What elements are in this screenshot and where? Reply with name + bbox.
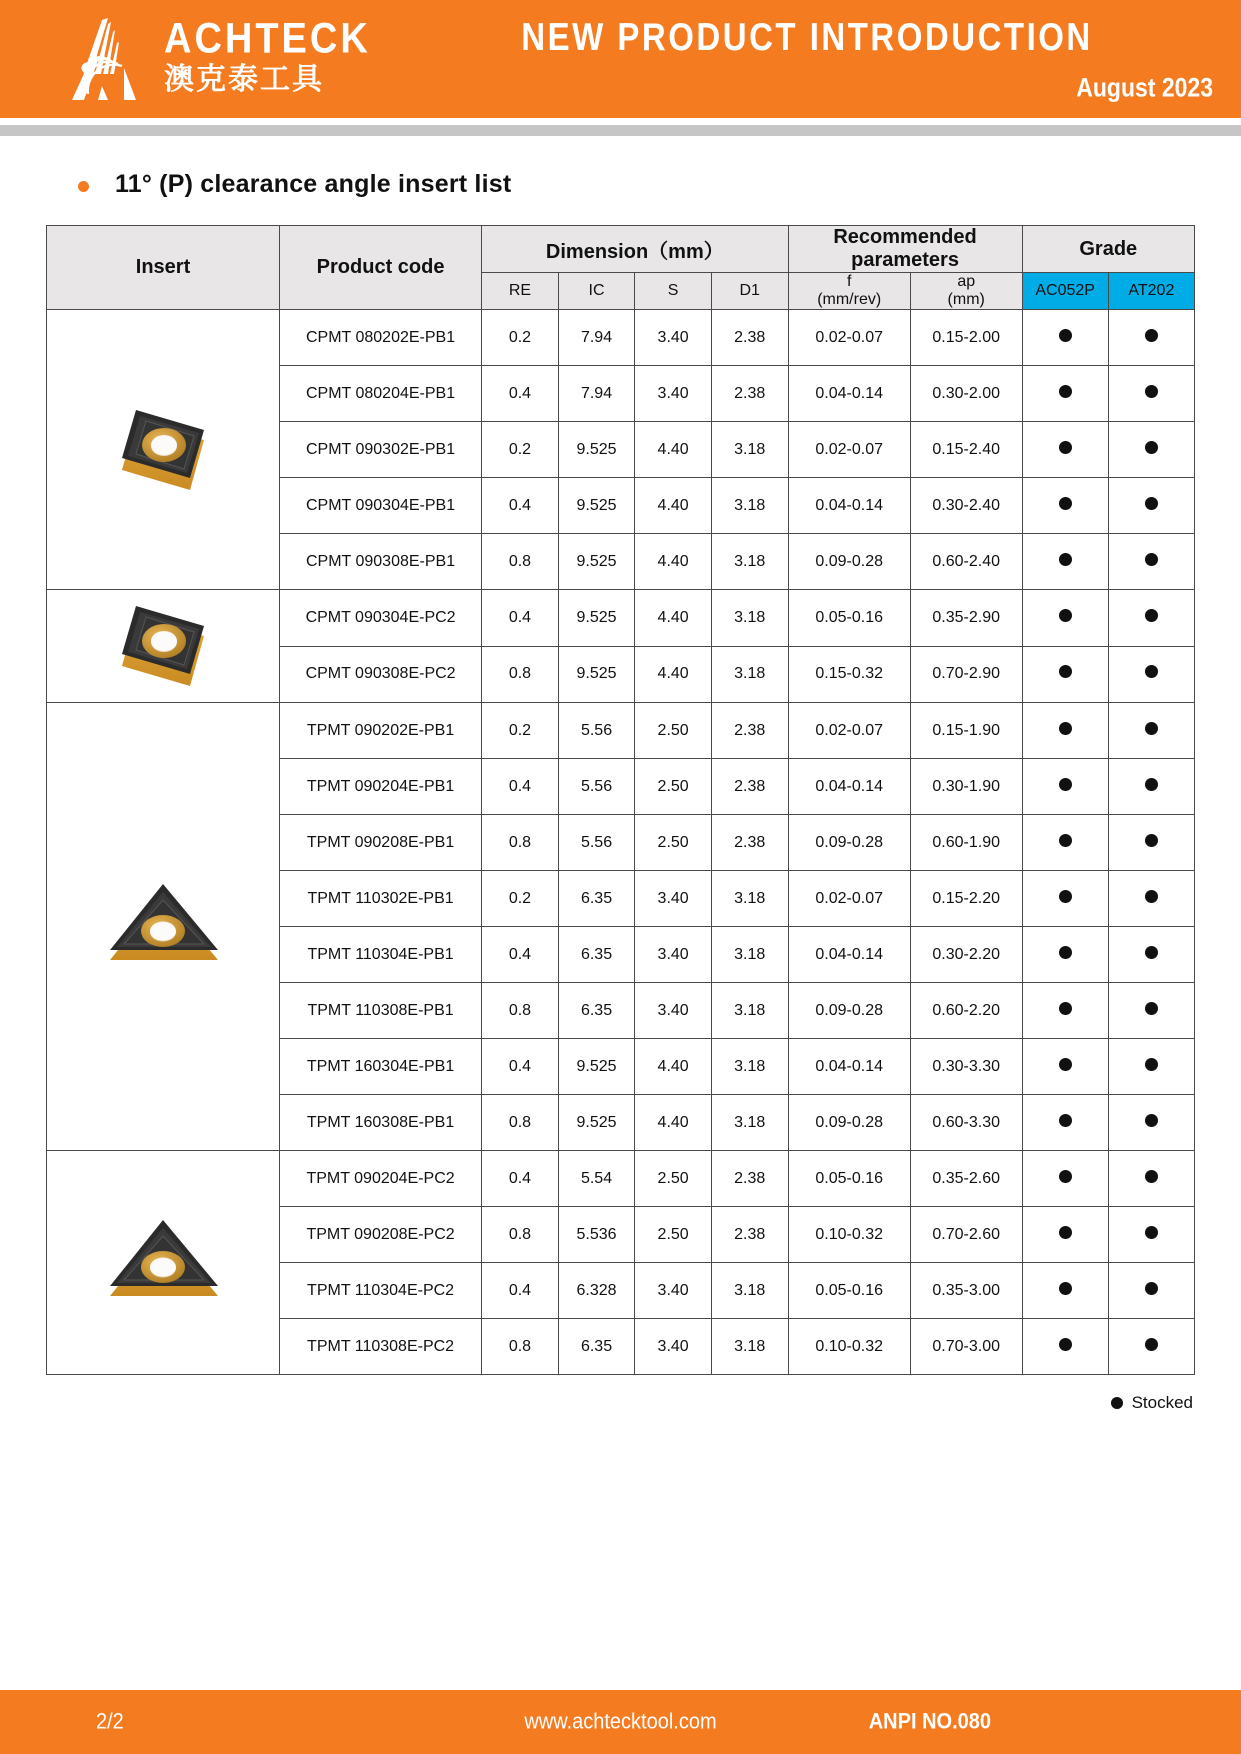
col-header-d1: D1 <box>711 273 788 310</box>
cell-feed: 0.04-0.14 <box>788 366 910 422</box>
stocked-marker-icon <box>1059 834 1072 847</box>
legend-label: Stocked <box>1131 1393 1193 1412</box>
table-row <box>47 1151 1195 1207</box>
col-header-feed <box>788 273 910 310</box>
stocked-marker-icon <box>1145 1002 1158 1015</box>
cell-ic: 7.94 <box>558 310 635 366</box>
cell-product-code: TPMT 110304E-PC2 <box>280 1263 482 1319</box>
cell-product-code: TPMT 090204E-PC2 <box>280 1151 482 1207</box>
cell-grade-ac052p <box>1022 534 1108 590</box>
cell-re: 0.8 <box>482 1207 559 1263</box>
insert-list-table <box>46 225 1195 1375</box>
cell-ic: 5.56 <box>558 815 635 871</box>
cell-ic: 9.525 <box>558 478 635 534</box>
cell-s: 3.40 <box>635 871 712 927</box>
cell-product-code: TPMT 160308E-PB1 <box>280 1095 482 1151</box>
table-row <box>47 310 1195 366</box>
cell-feed: 0.10-0.32 <box>788 1207 910 1263</box>
cell-ic: 9.525 <box>558 646 635 703</box>
cell-d1: 2.38 <box>711 310 788 366</box>
cell-re: 0.2 <box>482 310 559 366</box>
cell-grade-at202 <box>1108 1207 1194 1263</box>
cell-ap: 0.70-2.60 <box>910 1207 1022 1263</box>
cpmt-pc2-insert-image <box>47 590 280 703</box>
bullet-dot-icon <box>78 181 89 192</box>
cell-grade-ac052p <box>1022 478 1108 534</box>
stocked-marker-icon <box>1145 890 1158 903</box>
col-header-product-code: Product code <box>280 226 482 310</box>
cell-d1: 2.38 <box>711 815 788 871</box>
cell-d1: 2.38 <box>711 366 788 422</box>
stocked-marker-icon <box>1145 1226 1158 1239</box>
cell-s: 4.40 <box>635 1095 712 1151</box>
cell-re: 0.2 <box>482 422 559 478</box>
stocked-marker-icon <box>1145 1282 1158 1295</box>
col-header-grade-at202: AT202 <box>1108 273 1194 310</box>
cell-s: 4.40 <box>635 1039 712 1095</box>
stocked-marker-icon <box>1059 497 1072 510</box>
cell-ap: 0.60-1.90 <box>910 815 1022 871</box>
cell-re: 0.8 <box>482 983 559 1039</box>
cell-feed: 0.04-0.14 <box>788 478 910 534</box>
cell-re: 0.2 <box>482 703 559 759</box>
stocked-marker-icon <box>1145 1058 1158 1071</box>
stocked-marker-icon <box>1059 609 1072 622</box>
cell-grade-at202 <box>1108 759 1194 815</box>
cell-ic: 5.56 <box>558 703 635 759</box>
cell-grade-ac052p <box>1022 871 1108 927</box>
cell-d1: 3.18 <box>711 646 788 703</box>
cell-ap: 0.60-2.20 <box>910 983 1022 1039</box>
cell-re: 0.4 <box>482 366 559 422</box>
cell-s: 4.40 <box>635 478 712 534</box>
cell-grade-ac052p <box>1022 422 1108 478</box>
stocked-marker-icon <box>1145 1338 1158 1351</box>
col-header-re: RE <box>482 273 559 310</box>
stocked-marker-icon <box>1059 441 1072 454</box>
cell-ic: 6.328 <box>558 1263 635 1319</box>
cell-s: 3.40 <box>635 1319 712 1375</box>
cell-product-code: CPMT 090304E-PC2 <box>280 590 482 647</box>
cell-re: 0.4 <box>482 927 559 983</box>
cell-grade-ac052p <box>1022 759 1108 815</box>
cpmt-pb1-insert-image <box>47 310 280 590</box>
cell-re: 0.8 <box>482 646 559 703</box>
cell-feed: 0.09-0.28 <box>788 983 910 1039</box>
cell-d1: 3.18 <box>711 422 788 478</box>
cell-grade-ac052p <box>1022 815 1108 871</box>
col-header-ap <box>910 273 1022 310</box>
cell-feed: 0.05-0.16 <box>788 1151 910 1207</box>
section-title-text: 11° (P) clearance angle insert list <box>115 170 512 198</box>
stocked-marker-icon <box>1145 609 1158 622</box>
cell-product-code: TPMT 110308E-PC2 <box>280 1319 482 1375</box>
cell-re: 0.4 <box>482 1263 559 1319</box>
cell-ap: 0.15-2.00 <box>910 310 1022 366</box>
cell-grade-ac052p <box>1022 983 1108 1039</box>
cell-d1: 3.18 <box>711 871 788 927</box>
cell-d1: 3.18 <box>711 1319 788 1375</box>
cell-re: 0.4 <box>482 1039 559 1095</box>
cell-d1: 3.18 <box>711 1263 788 1319</box>
col-header-grade: Grade <box>1022 226 1194 273</box>
cell-grade-at202 <box>1108 1039 1194 1095</box>
cell-feed: 0.02-0.07 <box>788 703 910 759</box>
stocked-marker-icon <box>1059 1114 1072 1127</box>
stocked-marker-icon <box>1059 329 1072 342</box>
table-head <box>47 226 1195 310</box>
cell-s: 3.40 <box>635 927 712 983</box>
footer-doc-number: ANPI NO.080 <box>868 1709 991 1734</box>
cell-s: 4.40 <box>635 534 712 590</box>
header-title-block <box>341 0 1241 118</box>
cell-grade-at202 <box>1108 815 1194 871</box>
cell-d1: 3.18 <box>711 478 788 534</box>
cell-grade-at202 <box>1108 422 1194 478</box>
cell-feed: 0.05-0.16 <box>788 590 910 647</box>
stocked-marker-icon <box>1059 1282 1072 1295</box>
cell-feed: 0.04-0.14 <box>788 1039 910 1095</box>
cell-ap: 0.15-2.20 <box>910 871 1022 927</box>
cell-grade-ac052p <box>1022 310 1108 366</box>
cell-grade-at202 <box>1108 534 1194 590</box>
cell-s: 4.40 <box>635 422 712 478</box>
insert-table-wrapper <box>0 199 1241 1375</box>
cell-feed: 0.02-0.07 <box>788 310 910 366</box>
cell-grade-at202 <box>1108 703 1194 759</box>
stocked-marker-icon <box>1059 1338 1072 1351</box>
cell-ap: 0.15-2.40 <box>910 422 1022 478</box>
cell-ap: 0.35-3.00 <box>910 1263 1022 1319</box>
page-title: NEW PRODUCT INTRODUCTION <box>521 14 1093 58</box>
stocked-marker-icon <box>1059 665 1072 678</box>
cell-ap: 0.30-1.90 <box>910 759 1022 815</box>
table-row <box>47 590 1195 647</box>
table-row <box>47 703 1195 759</box>
brand-name-en: ACHTECK <box>164 15 371 63</box>
stocked-marker-icon <box>1059 553 1072 566</box>
cell-grade-ac052p <box>1022 1039 1108 1095</box>
cell-ap: 0.60-3.30 <box>910 1095 1022 1151</box>
cell-d1: 2.38 <box>711 1207 788 1263</box>
cell-ic: 9.525 <box>558 422 635 478</box>
cell-grade-ac052p <box>1022 1319 1108 1375</box>
stocked-marker-icon <box>1059 1226 1072 1239</box>
cell-ap: 0.70-3.00 <box>910 1319 1022 1375</box>
brand-logo <box>0 16 371 102</box>
cell-feed: 0.04-0.14 <box>788 759 910 815</box>
stocked-marker-icon <box>1145 834 1158 847</box>
cell-ap: 0.35-2.90 <box>910 590 1022 647</box>
stocked-marker-icon <box>1059 1170 1072 1183</box>
stocked-marker-icon <box>1059 385 1072 398</box>
stocked-marker-icon <box>1059 1058 1072 1071</box>
stocked-marker-icon <box>1059 722 1072 735</box>
cell-ic: 9.525 <box>558 1095 635 1151</box>
cell-d1: 3.18 <box>711 927 788 983</box>
cell-ic: 7.94 <box>558 366 635 422</box>
stocked-marker-icon <box>1145 722 1158 735</box>
cell-grade-at202 <box>1108 983 1194 1039</box>
stocked-marker-icon <box>1059 778 1072 791</box>
page-number: 2/2 <box>96 1709 124 1734</box>
cell-re: 0.4 <box>482 1151 559 1207</box>
cell-re: 0.4 <box>482 590 559 647</box>
cell-d1: 3.18 <box>711 534 788 590</box>
cell-product-code: CPMT 090308E-PC2 <box>280 646 482 703</box>
stocked-marker-icon <box>1145 778 1158 791</box>
cell-s: 4.40 <box>635 646 712 703</box>
col-header-dimension: Dimension（mm） <box>482 226 788 273</box>
cell-s: 3.40 <box>635 983 712 1039</box>
cell-product-code: TPMT 110302E-PB1 <box>280 871 482 927</box>
cell-ic: 9.525 <box>558 1039 635 1095</box>
cell-ap: 0.30-2.40 <box>910 478 1022 534</box>
cell-ic: 6.35 <box>558 1319 635 1375</box>
feed-unit: (mm/rev) <box>817 291 882 308</box>
cell-d1: 3.18 <box>711 1095 788 1151</box>
cell-grade-ac052p <box>1022 927 1108 983</box>
stocked-marker-icon <box>1145 946 1158 959</box>
cell-re: 0.8 <box>482 1319 559 1375</box>
cell-feed: 0.04-0.14 <box>788 927 910 983</box>
stocked-marker-icon <box>1145 1170 1158 1183</box>
cell-feed: 0.10-0.32 <box>788 1319 910 1375</box>
stocked-marker-icon <box>1145 665 1158 678</box>
brand-wordmark <box>164 15 371 98</box>
cell-ic: 9.525 <box>558 590 635 647</box>
stocked-marker-icon <box>1059 1002 1072 1015</box>
cell-ap: 0.30-2.20 <box>910 927 1022 983</box>
cell-s: 2.50 <box>635 703 712 759</box>
col-header-insert: Insert <box>47 226 280 310</box>
cell-product-code: TPMT 110308E-PB1 <box>280 983 482 1039</box>
ap-symbol: ap <box>957 273 976 290</box>
ap-unit: (mm) <box>947 291 985 308</box>
cell-s: 4.40 <box>635 590 712 647</box>
cell-product-code: TPMT 160304E-PB1 <box>280 1039 482 1095</box>
cell-feed: 0.09-0.28 <box>788 534 910 590</box>
cell-ic: 6.35 <box>558 927 635 983</box>
cell-ic: 6.35 <box>558 871 635 927</box>
cell-grade-at202 <box>1108 366 1194 422</box>
cell-product-code: CPMT 080202E-PB1 <box>280 310 482 366</box>
cell-ic: 6.35 <box>558 983 635 1039</box>
cell-re: 0.8 <box>482 815 559 871</box>
cell-ap: 0.35-2.60 <box>910 1151 1022 1207</box>
cell-re: 0.4 <box>482 759 559 815</box>
page-footer <box>0 1690 1241 1754</box>
section-heading <box>0 136 1241 199</box>
cell-re: 0.2 <box>482 871 559 927</box>
cell-product-code: CPMT 090302E-PB1 <box>280 422 482 478</box>
legend-stocked <box>0 1375 1241 1413</box>
col-header-s: S <box>635 273 712 310</box>
col-header-ic: IC <box>558 273 635 310</box>
cell-s: 2.50 <box>635 815 712 871</box>
cell-feed: 0.02-0.07 <box>788 422 910 478</box>
stocked-marker-icon <box>1145 385 1158 398</box>
cell-product-code: TPMT 110304E-PB1 <box>280 927 482 983</box>
cell-ap: 0.70-2.90 <box>910 646 1022 703</box>
cell-product-code: TPMT 090202E-PB1 <box>280 703 482 759</box>
brand-name-cn: 澳克泰工具 <box>164 62 324 98</box>
stocked-marker-icon <box>1145 1114 1158 1127</box>
cell-ap: 0.30-3.30 <box>910 1039 1022 1095</box>
cell-grade-ac052p <box>1022 1207 1108 1263</box>
cell-ic: 9.525 <box>558 534 635 590</box>
cell-grade-at202 <box>1108 310 1194 366</box>
cell-d1: 2.38 <box>711 1151 788 1207</box>
cell-ap: 0.30-2.00 <box>910 366 1022 422</box>
cell-d1: 3.18 <box>711 983 788 1039</box>
table-header-row-1 <box>47 226 1195 273</box>
cell-grade-ac052p <box>1022 703 1108 759</box>
cell-ic: 5.56 <box>558 759 635 815</box>
table-body <box>47 310 1195 1375</box>
cell-product-code: TPMT 090204E-PB1 <box>280 759 482 815</box>
stocked-marker-icon <box>1111 1397 1123 1409</box>
stocked-marker-icon <box>1145 497 1158 510</box>
stocked-marker-icon <box>1059 890 1072 903</box>
cell-re: 0.8 <box>482 1095 559 1151</box>
cell-product-code: TPMT 090208E-PB1 <box>280 815 482 871</box>
cell-grade-at202 <box>1108 1319 1194 1375</box>
cell-product-code: CPMT 090308E-PB1 <box>280 534 482 590</box>
cell-feed: 0.05-0.16 <box>788 1263 910 1319</box>
footer-website[interactable]: www.achtecktool.com <box>524 1709 717 1734</box>
cell-s: 2.50 <box>635 1207 712 1263</box>
cell-feed: 0.15-0.32 <box>788 646 910 703</box>
col-header-grade-ac052p: AC052P <box>1022 273 1108 310</box>
cell-grade-at202 <box>1108 927 1194 983</box>
cell-grade-at202 <box>1108 1095 1194 1151</box>
issue-date: August 2023 <box>1076 71 1213 102</box>
cell-grade-ac052p <box>1022 1263 1108 1319</box>
stocked-marker-icon <box>1145 553 1158 566</box>
cell-feed: 0.09-0.28 <box>788 815 910 871</box>
cell-grade-ac052p <box>1022 590 1108 647</box>
cell-s: 2.50 <box>635 759 712 815</box>
cell-s: 2.50 <box>635 1151 712 1207</box>
page-header <box>0 0 1241 118</box>
cell-grade-ac052p <box>1022 1151 1108 1207</box>
cell-grade-at202 <box>1108 871 1194 927</box>
cell-ic: 5.54 <box>558 1151 635 1207</box>
cell-grade-ac052p <box>1022 1095 1108 1151</box>
cell-s: 3.40 <box>635 366 712 422</box>
stocked-marker-icon <box>1059 946 1072 959</box>
cell-feed: 0.02-0.07 <box>788 871 910 927</box>
tpmt-pc2-insert-image <box>47 1151 280 1375</box>
col-header-recommended-parameters: Recommended parameters <box>788 226 1022 273</box>
cell-d1: 2.38 <box>711 703 788 759</box>
cell-ap: 0.60-2.40 <box>910 534 1022 590</box>
cell-grade-ac052p <box>1022 366 1108 422</box>
cell-ap: 0.15-1.90 <box>910 703 1022 759</box>
stocked-marker-icon <box>1145 441 1158 454</box>
feed-symbol: f <box>846 273 852 290</box>
header-divider <box>0 125 1241 136</box>
cell-s: 3.40 <box>635 1263 712 1319</box>
cell-re: 0.4 <box>482 478 559 534</box>
cell-product-code: CPMT 090304E-PB1 <box>280 478 482 534</box>
tpmt-pb1-insert-image <box>47 703 280 1151</box>
cell-grade-at202 <box>1108 1151 1194 1207</box>
cell-product-code: TPMT 090208E-PC2 <box>280 1207 482 1263</box>
cell-d1: 3.18 <box>711 1039 788 1095</box>
cell-grade-at202 <box>1108 1263 1194 1319</box>
achteck-logo-icon <box>62 16 150 102</box>
cell-product-code: CPMT 080204E-PB1 <box>280 366 482 422</box>
cell-grade-at202 <box>1108 478 1194 534</box>
cell-d1: 2.38 <box>711 759 788 815</box>
cell-re: 0.8 <box>482 534 559 590</box>
cell-grade-at202 <box>1108 646 1194 703</box>
cell-ic: 5.536 <box>558 1207 635 1263</box>
cell-grade-ac052p <box>1022 646 1108 703</box>
cell-s: 3.40 <box>635 310 712 366</box>
cell-grade-at202 <box>1108 590 1194 647</box>
cell-feed: 0.09-0.28 <box>788 1095 910 1151</box>
stocked-marker-icon <box>1145 329 1158 342</box>
cell-d1: 3.18 <box>711 590 788 647</box>
